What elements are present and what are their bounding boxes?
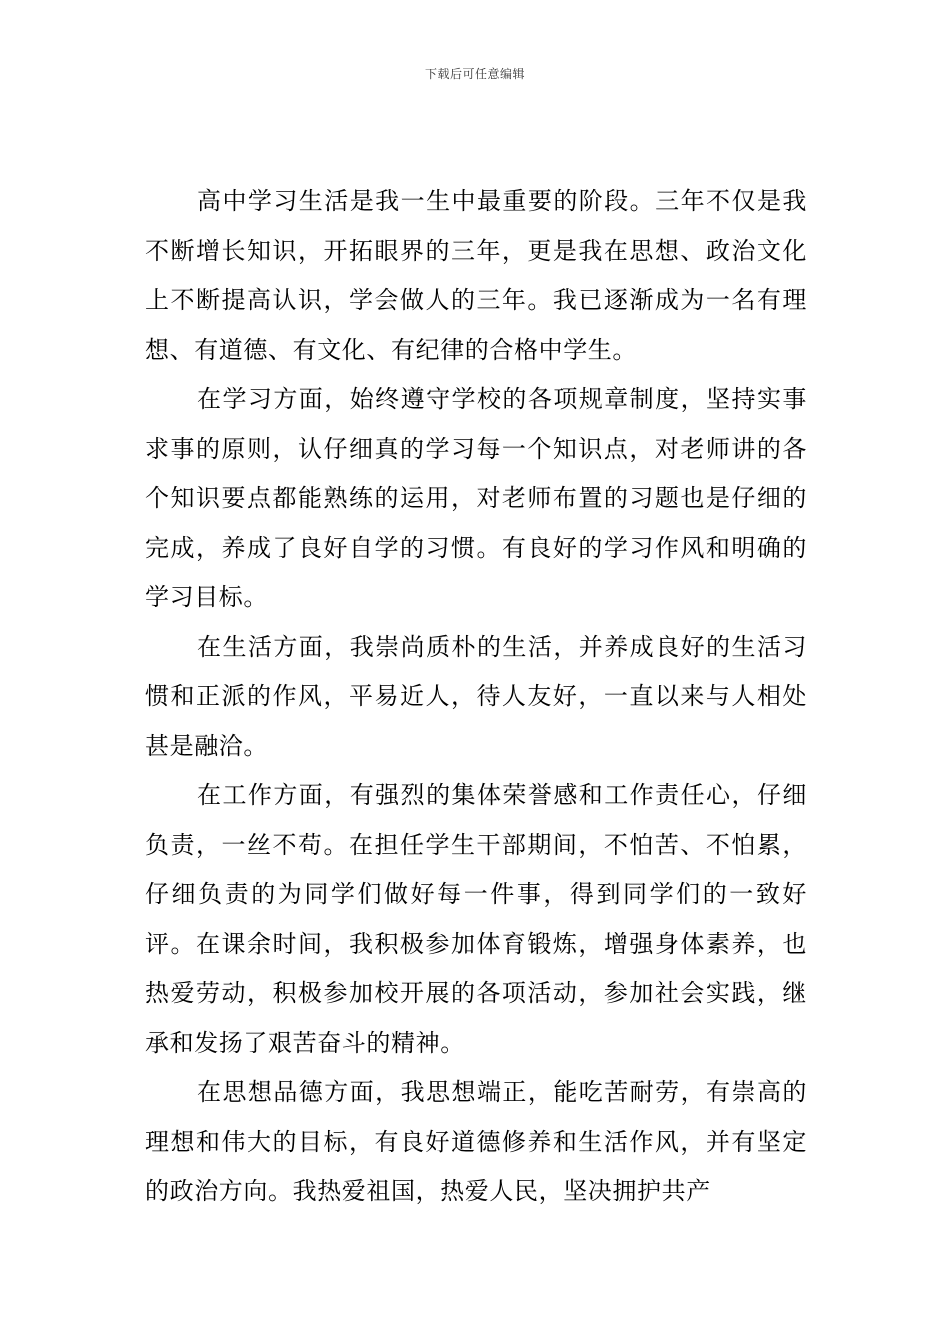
- page-header: 下载后可任意编辑: [424, 67, 525, 81]
- paragraph-work: 在工作方面，有强烈的集体荣誉感和工作责任心，仔细负责，一丝不苟。在担任学生干部期间，不怕苦、不怕累，仔细负责的为同学们做好每一件事，得到同学们的一致好评。在课余时间，我积极参加体育锻炼，增强身体素养，也热爱劳动，积极参加校开展的各项活动，参加社会实践，继承和发扬了艰苦奋斗的精神。: [145, 781, 807, 1057]
- paragraph-study: 在学习方面，始终遵守学校的各项规章制度，坚持实事求事的原则，认仔细真的学习每一个知识点，对老师讲的各个知识要点都能熟练的运用，对老师布置的习题也是仔细的完成，养成了良好自学的习惯。有良好的学习作风和明确的学习目标。: [145, 385, 807, 611]
- document-body: [145, 177, 807, 1217]
- paragraph-life: 在生活方面，我崇尚质朴的生活，并养成良好的生活习惯和正派的作风，平易近人，待人友好，一直以来与人相处甚是融洽。: [145, 632, 807, 760]
- paragraph-ideology: 在思想品德方面，我思想端正，能吃苦耐劳，有崇高的理想和伟大的目标，有良好道德修养和生活作风，并有坚定的政治方向。我热爱祖国，热爱人民，坚决拥护共产: [145, 1078, 807, 1205]
- paragraph-intro: 高中学习生活是我一生中最重要的阶段。三年不仅是我不断增长知识，开拓眼界的三年，更是我在思想、政治文化上不断提高认识，学会做人的三年。我已逐渐成为一名有理想、有道德、有文化、有纪律的合格中学生。: [145, 187, 807, 364]
